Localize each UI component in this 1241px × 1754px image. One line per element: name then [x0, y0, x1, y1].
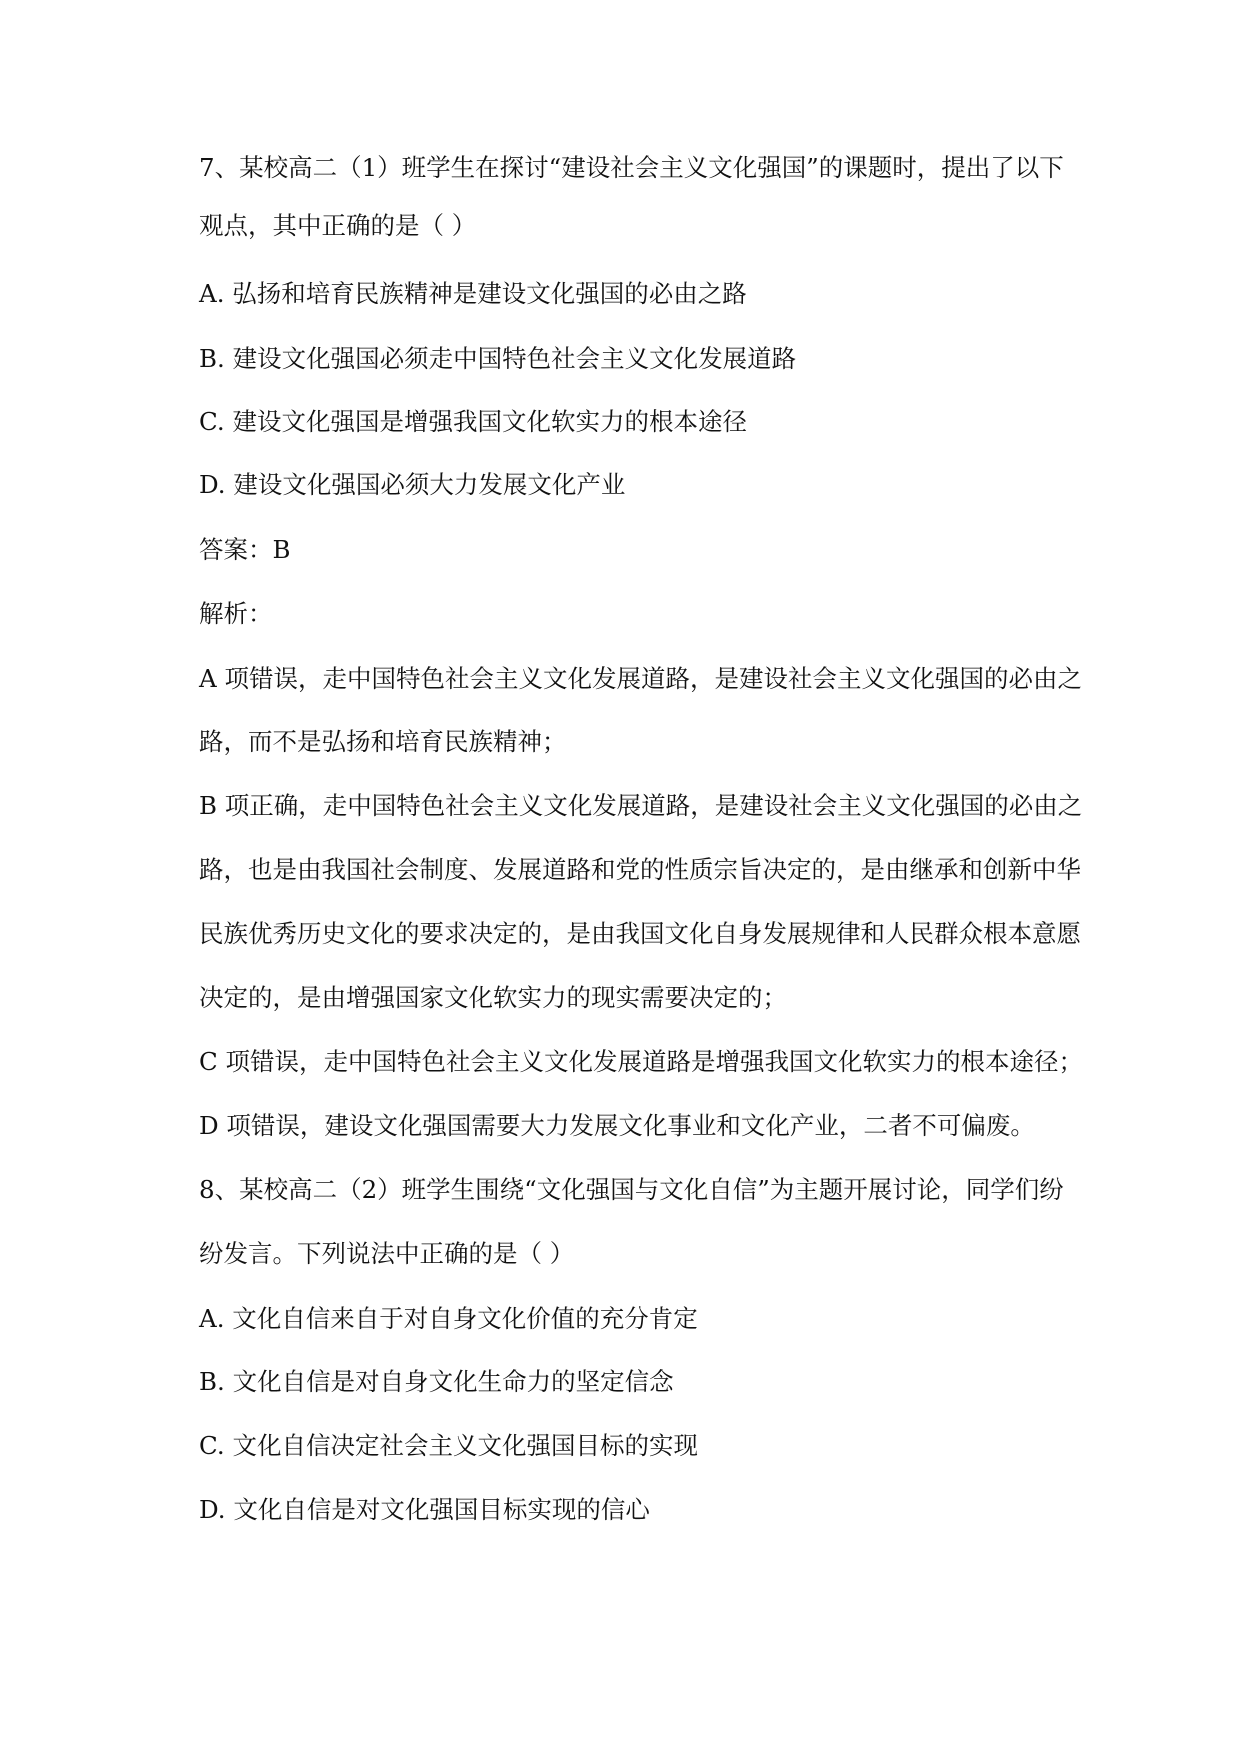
- question-8-stem-line-2: 纷发言。下列说法中正确的是（ ）: [199, 1239, 575, 1268]
- analysis-line: 路，也是由我国社会制度、发展道路和党的性质宗旨决定的，是由继承和创新中华: [199, 855, 1081, 884]
- question-8-option-a: A. 文化自信来自于对自身文化价值的充分肯定: [199, 1304, 698, 1333]
- analysis-line: 路，而不是弘扬和培育民族精神；: [199, 727, 567, 756]
- question-7-stem-line-1: 7、某校高二（1）班学生在探讨“建设社会主义文化强国”的课题时，提出了以下: [199, 153, 1064, 182]
- analysis-line: D 项错误，建设文化强国需要大力发展文化事业和文化产业，二者不可偏废。: [199, 1111, 1035, 1140]
- question-8-stem-line-1: 8、某校高二（2）班学生围绕“文化强国与文化自信”为主题开展讨论，同学们纷: [199, 1175, 1064, 1204]
- analysis-line: C 项错误，走中国特色社会主义文化发展道路是增强我国文化软实力的根本途径；: [199, 1047, 1084, 1076]
- analysis-line: B 项正确，走中国特色社会主义文化发展道路，是建设社会主义文化强国的必由之: [199, 791, 1083, 820]
- question-7-option-b: B. 建设文化强国必须走中国特色社会主义文化发展道路: [199, 344, 797, 373]
- question-8-option-c: C. 文化自信决定社会主义文化强国目标的实现: [199, 1431, 698, 1460]
- analysis-line: 决定的，是由增强国家文化软实力的现实需要决定的；: [199, 983, 787, 1012]
- question-7-analysis-label: 解析：: [199, 599, 273, 628]
- question-8-option-d: D. 文化自信是对文化强国目标实现的信心: [199, 1495, 650, 1524]
- question-7-option-c: C. 建设文化强国是增强我国文化软实力的根本途径: [199, 407, 747, 436]
- analysis-line: 民族优秀历史文化的要求决定的，是由我国文化自身发展规律和人民群众根本意愿: [199, 919, 1081, 948]
- question-7-option-a: A. 弘扬和培育民族精神是建设文化强国的必由之路: [199, 279, 747, 308]
- analysis-line: A 项错误，走中国特色社会主义文化发展道路，是建设社会主义文化强国的必由之: [199, 664, 1082, 693]
- question-7-option-d: D. 建设文化强国必须大力发展文化产业: [199, 470, 626, 499]
- question-8-option-b: B. 文化自信是对自身文化生命力的坚定信念: [199, 1367, 674, 1396]
- question-7-stem-line-2: 观点，其中正确的是（ ）: [199, 211, 477, 240]
- question-7-answer: 答案：B: [199, 535, 291, 564]
